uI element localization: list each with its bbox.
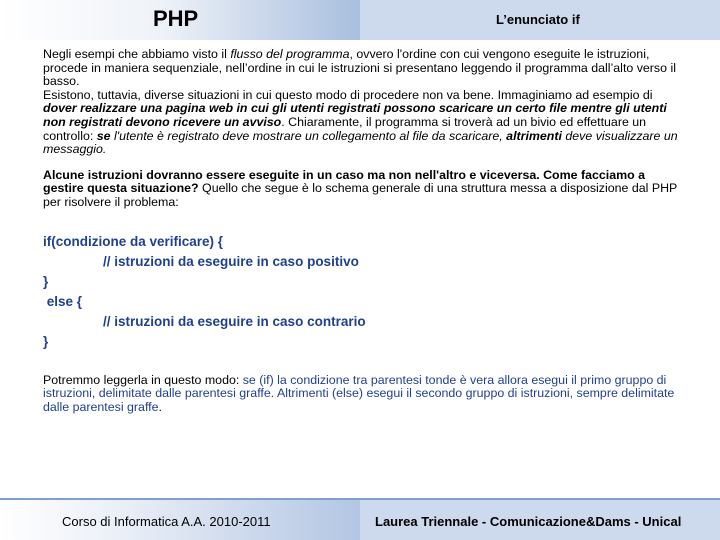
- text-span: Negli esempi che abbiamo visto il: [43, 47, 231, 61]
- emphasis-text: flusso del programma: [230, 47, 350, 61]
- slide-title: L’enunciato if: [496, 12, 580, 27]
- header-right-panel: [360, 0, 720, 40]
- text-span: . Chiaramente, il programma si troverà ad un bivio ed effettuare un controllo:: [43, 114, 647, 143]
- footer-degree: Laurea Triennale - Comunicazione&Dams - Unical: [375, 514, 682, 529]
- text-span: , ovvero l'ordine con cui vengono eseguite le istruzioni, procede in maniera sequenziale, nell’ordine in cui le istruzioni si presentano leggendo il programma dall’alto verso il basso.: [43, 47, 676, 89]
- footer-course: Corso di Informatica A.A. 2010-2011: [62, 514, 271, 529]
- emphasis-text: l'utente è registrato deve mostrare un collegamento al file da scaricare,: [110, 128, 507, 143]
- slide-section-title: PHP: [153, 6, 199, 31]
- highlight-text: se (if) la condizione tra parentesi tonde è vera allora esegui il primo gruppo di istruzioni, delimitate dalle parentesi graffe. Altrimenti (else) esegui il secondo gruppo di istruzioni, sempre delimitate dalle parentesi graffe: [43, 372, 675, 414]
- code-line: // istruzioni da eseguire in caso positivo: [43, 253, 359, 269]
- explanation-paragraph: [43, 374, 683, 415]
- emphasis-bold-text: altrimenti: [506, 128, 562, 143]
- header-left-panel: [0, 0, 360, 40]
- code-line: if(condizione da verificare) {: [43, 233, 224, 249]
- question-paragraph: [43, 169, 683, 210]
- text-span: .: [158, 399, 162, 414]
- emphasis-bold-text: se: [96, 128, 111, 143]
- code-line: }: [43, 273, 49, 289]
- code-line: }: [43, 333, 49, 349]
- emphasis-bold-text: dover realizzare una pagina web in cui gli utenti registrati possono scaricare un certo file mentre gli utenti non registrati devono ricevere un avviso: [43, 101, 667, 129]
- footer-right-panel: [360, 500, 720, 540]
- text-span: Esistono, tuttavia, diverse situazioni in cui questo modo di procedere non va bene. Immaginiamo ad esempio di: [43, 87, 653, 102]
- intro-paragraph: [43, 48, 683, 157]
- code-block: [43, 232, 683, 352]
- text-span: Potremmo leggerla in questo modo:: [43, 372, 243, 387]
- text-span: Quello che segue è lo schema generale di una struttura messa a disposizione dal PHP per risolvere il problema:: [43, 181, 678, 209]
- emphasis-text: deve visualizzare un messaggio.: [43, 128, 678, 157]
- slide-body: [43, 48, 683, 414]
- code-line: else {: [43, 293, 83, 309]
- code-line: // istruzioni da eseguire in caso contrario: [43, 313, 366, 329]
- footer-left-panel: [0, 500, 360, 540]
- bold-text: Alcune istruzioni dovranno essere eseguite in un caso ma non nell'altro e viceversa. Come facciamo a gestire questa situazione?: [43, 167, 646, 196]
